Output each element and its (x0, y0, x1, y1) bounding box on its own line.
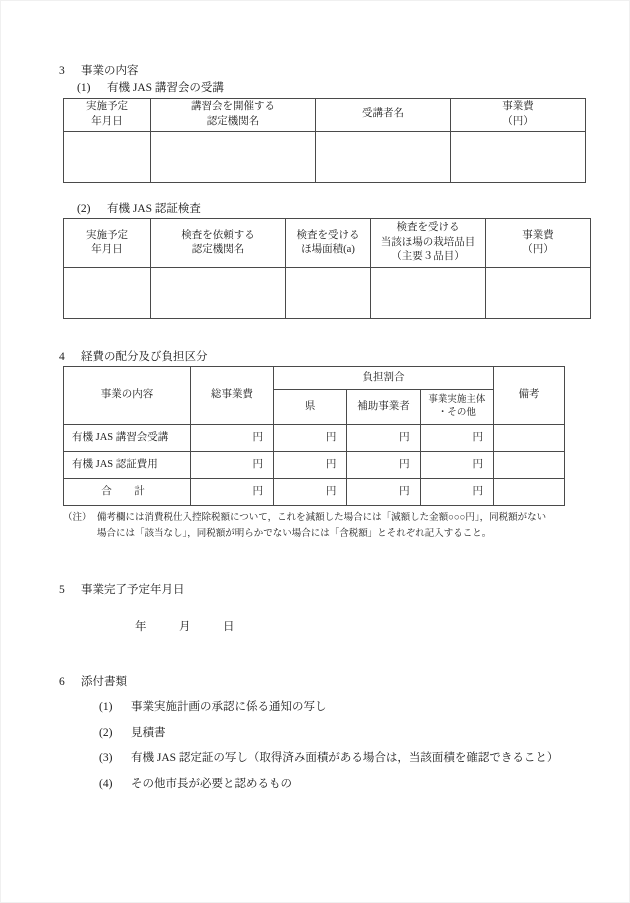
header-implementer: 事業実施主体 ・その他 (420, 390, 493, 425)
cell-scheduled-date[interactable] (64, 267, 151, 318)
table-certification-inspection (63, 218, 591, 319)
section-heading-completion-date (59, 582, 571, 599)
cell-remarks[interactable] (494, 479, 565, 506)
cell-business-cost[interactable] (451, 131, 586, 182)
cell-implementer[interactable]: 円 (420, 452, 493, 479)
row-label-certification: 有機 JAS 認証費用 (64, 452, 191, 479)
subsection-heading-training (59, 80, 571, 97)
attachment-text: 有機 JAS 認定証の写し（取得済み面積がある場合は，当該面積を確認できること） (131, 752, 559, 765)
section-number: 6 (59, 675, 65, 688)
section-title: 経費の配分及び負担区分 (81, 350, 208, 363)
row-label-training: 有機 JAS 講習会受講 (64, 425, 191, 452)
completion-date-fields (59, 618, 571, 634)
header-participant-name: 受講者名 (316, 98, 451, 131)
subsection-heading-certification (59, 201, 571, 218)
section-title: 事業の内容 (81, 65, 139, 77)
section-title: 添付書類 (81, 675, 127, 688)
field-day-label[interactable]: 日 (223, 620, 235, 633)
subsection-number: (1) (77, 82, 91, 95)
cell-implementer[interactable]: 円 (420, 479, 493, 506)
subsection-title: 有機 JAS 講習会の受講 (107, 82, 224, 95)
header-prefecture: 県 (274, 390, 347, 425)
cell-prefecture[interactable]: 円 (274, 425, 347, 452)
cell-subsidized-operator[interactable]: 円 (347, 452, 420, 479)
cell-implementer[interactable]: 円 (420, 425, 493, 452)
cell-remarks[interactable] (494, 452, 565, 479)
header-remarks: 備考 (494, 367, 565, 425)
cell-remarks[interactable] (494, 425, 565, 452)
table-training-course (63, 98, 586, 183)
attachment-text: 見積書 (131, 726, 166, 739)
header-total-cost: 総事業費 (191, 367, 274, 425)
header-business-cost: 事業費 （円） (486, 218, 591, 267)
note-marker: （注） (63, 513, 92, 523)
section-heading-attachments (59, 674, 571, 691)
table-row-total (64, 479, 565, 506)
cell-prefecture[interactable]: 円 (274, 479, 347, 506)
table-row (64, 452, 565, 479)
table-row (64, 131, 586, 182)
table-cost-allocation (63, 366, 565, 506)
attachment-item-4 (59, 776, 571, 794)
attachment-item-2 (59, 725, 571, 743)
section-number: 5 (59, 584, 65, 597)
attachment-item-1 (59, 699, 571, 717)
section-number: 3 (59, 65, 65, 77)
field-year-label[interactable]: 年 (135, 620, 147, 633)
table-header-row (64, 98, 586, 131)
note-line-2: 場合には「該当なし」，同税額が明らかでない場合には「含税額」とそれぞれ記入すること。 (97, 528, 492, 539)
table-row (64, 425, 565, 452)
subsection-number: (2) (77, 202, 91, 215)
cell-crop-items[interactable] (371, 267, 486, 318)
section-heading-business-content (59, 63, 571, 80)
header-scheduled-date: 実施予定 年月日 (64, 98, 151, 131)
row-label-total: 合 計 (64, 479, 191, 506)
attachment-item-3 (59, 750, 571, 768)
cell-subsidized-operator[interactable]: 円 (347, 425, 420, 452)
section-title: 事業完了予定年月日 (81, 584, 185, 597)
document-content (59, 63, 571, 794)
header-subsidized-operator: 補助事業者 (347, 390, 420, 425)
cell-subsidized-operator[interactable]: 円 (347, 479, 420, 506)
table-note (59, 511, 571, 542)
header-burden-ratio-group: 負担割合 (274, 367, 494, 390)
cell-total-cost[interactable]: 円 (191, 425, 274, 452)
cell-participant-name[interactable] (316, 131, 451, 182)
header-business-cost: 事業費 （円） (451, 98, 586, 131)
cell-total-cost[interactable]: 円 (191, 479, 274, 506)
cell-scheduled-date[interactable] (64, 131, 151, 182)
subsection-title: 有機 JAS 認証検査 (107, 202, 201, 215)
header-organizer-name: 講習会を開催する 認定機関名 (151, 98, 316, 131)
header-inspection-organization: 検査を依頼する 認定機関名 (151, 218, 286, 267)
cell-prefecture[interactable]: 円 (274, 452, 347, 479)
attachment-number: (3) (99, 752, 113, 765)
section-heading-cost-allocation (59, 349, 571, 366)
header-business-content: 事業の内容 (64, 367, 191, 425)
cell-inspection-organization[interactable] (151, 267, 286, 318)
cell-field-area[interactable] (286, 267, 371, 318)
table-header-group-row (64, 367, 565, 390)
attachment-text: 事業実施計画の承認に係る通知の写し (131, 700, 327, 713)
cell-total-cost[interactable]: 円 (191, 452, 274, 479)
header-crop-items: 検査を受ける 当該ほ場の栽培品目 （主要３品目） (371, 218, 486, 267)
cell-business-cost[interactable] (486, 267, 591, 318)
section-number: 4 (59, 350, 65, 363)
header-scheduled-date: 実施予定 年月日 (64, 218, 151, 267)
attachment-number: (4) (99, 778, 113, 791)
attachment-number: (1) (99, 700, 113, 713)
attachment-text: その他市長が必要と認めるもの (131, 778, 292, 791)
header-field-area: 検査を受ける ほ場面積(a) (286, 218, 371, 267)
table-row (64, 267, 591, 318)
attachment-number: (2) (99, 726, 113, 739)
note-line-1: 備考欄には消費税仕入控除税額について，これを減額した場合には「減額した金額○○○円」，同税額がない (97, 513, 547, 523)
table-header-row (64, 218, 591, 267)
cell-organizer-name[interactable] (151, 131, 316, 182)
field-month-label[interactable]: 月 (179, 620, 191, 633)
